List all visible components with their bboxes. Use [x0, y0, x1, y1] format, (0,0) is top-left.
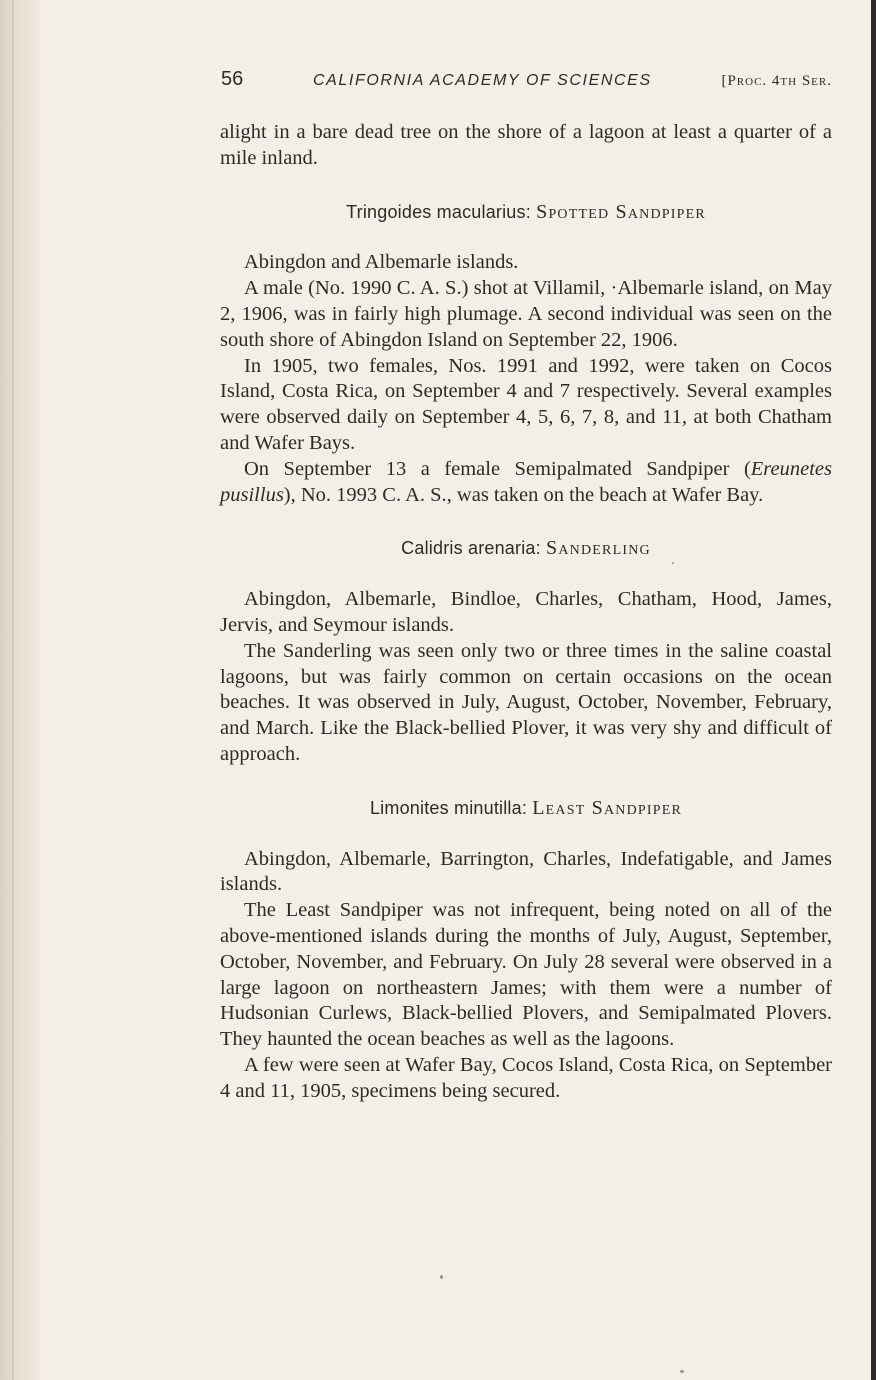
- paragraph: Abingdon, Albemarle, Bindloe, Charles, Chatham, Hood, James, Jervis, and Seymour islands.: [220, 588, 832, 636]
- speck: [440, 1275, 443, 1279]
- paragraph: The Sanderling was seen only two or three times in the saline coastal lagoons, but was fairly common on certain occasions on the ocean beaches. It was observed in July, August, October, November, February, and March. Like the Black-bellied Plover, it was very shy and difficult of approach.: [220, 639, 832, 765]
- paragraph: A male (No. 1990 C. A. S.) shot at Villamil, ·Albemarle island, on May 2, 1906, was in fairly high plumage. A second individual was seen on the south shore of Abingdon Island on September 22, 1906.: [220, 277, 832, 351]
- section-heading-spotted-sandpiper: [220, 200, 832, 226]
- section-heading-sanderling: [220, 536, 832, 562]
- body-text: [220, 120, 832, 1105]
- page: [220, 68, 832, 1105]
- latin-name: Tringoides macularius:: [346, 201, 531, 222]
- common-name: Least Sandpiper: [532, 796, 683, 819]
- paragraph: The Least Sandpiper was not infrequent, being noted on all of the above-mentioned islands during the months of July, August, September, October, November, and February. On July 28 several were observed in a large lagoon on northeastern James; with them were a number of Hudsonian Curlews, Black-bellied Plovers, and Semipalmated Plovers. They haunted the ocean beaches as well as the lagoons.: [220, 899, 832, 1051]
- paragraph: A few were seen at Wafer Bay, Cocos Island, Costa Rica, on September 4 and 11, 1905, specimens being secured.: [220, 1053, 832, 1102]
- intro-paragraph: alight in a bare dead tree on the shore of a lagoon at least a quarter of a mile inland.: [220, 121, 832, 169]
- paragraph: Abingdon and Albemarle islands.: [244, 251, 519, 274]
- text-span: ), No. 1993 C. A. S., was taken on the beach at Wafer Bay.: [283, 483, 764, 506]
- latin-name: Calidris arenaria:: [401, 538, 541, 559]
- paragraph: In 1905, two females, Nos. 1991 and 1992, were taken on Cocos Island, Costa Rica, on September 4 and 7 respectively. Several examples were observed daily on September 4, 5, 6, 7, 8, and 11, at both Chatham and Wafer Bays.: [220, 354, 832, 454]
- common-name: Spotted Sandpiper: [536, 200, 706, 223]
- species-italic: Ereunetes pusillus: [220, 457, 832, 506]
- journal-title: CALIFORNIA ACADEMY OF SCIENCES: [312, 72, 652, 89]
- text-span: On September 13 a female Semipalmated Sandpiper (: [244, 457, 751, 480]
- paragraph: Abingdon, Albemarle, Barrington, Charles, Indefatigable, and James islands.: [220, 847, 832, 896]
- page-number: 56: [221, 68, 244, 90]
- speck: [680, 1370, 684, 1373]
- page-edge: [871, 0, 876, 1380]
- book-spine-shadow: [0, 0, 40, 1380]
- latin-name: Limonites minutilla:: [369, 797, 528, 818]
- common-name: Sanderling: [546, 537, 651, 560]
- running-head: [220, 68, 832, 102]
- series-label: [Proc. 4th Ser.: [721, 73, 832, 89]
- speck: [672, 562, 674, 564]
- paragraph: [220, 457, 832, 509]
- section-heading-least-sandpiper: [220, 796, 832, 822]
